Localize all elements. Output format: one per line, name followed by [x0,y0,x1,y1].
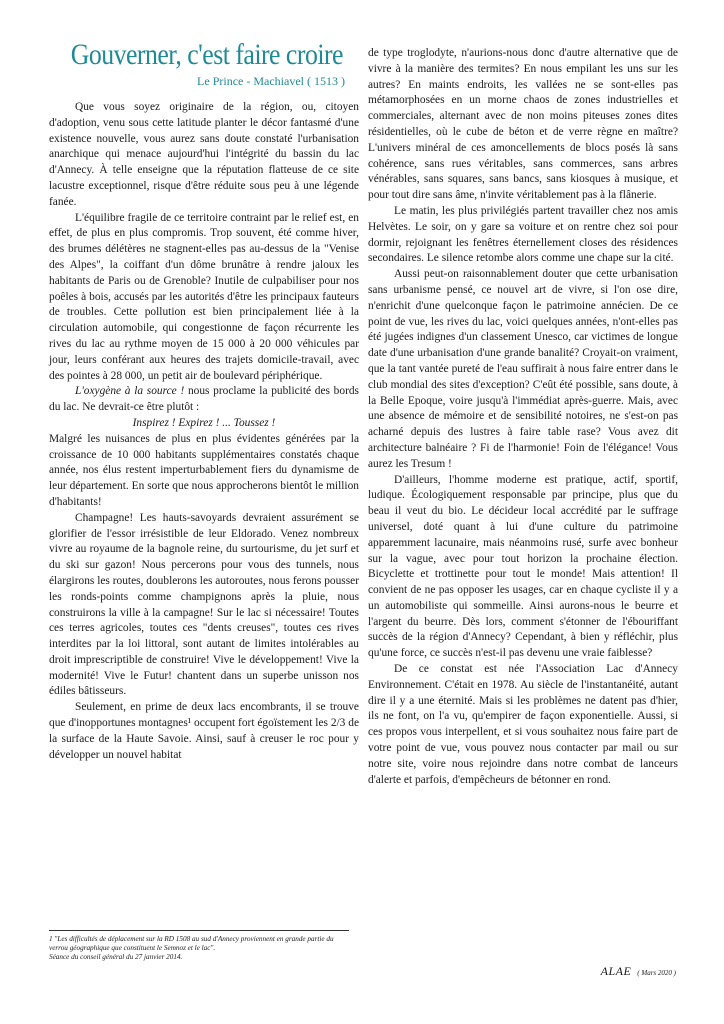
left-column [49,38,359,763]
slogan-parody: Inspirez ! Expirez ! ... Toussez ! [132,416,276,429]
signature [601,962,676,980]
right-column [368,46,678,788]
paragraph [49,384,359,416]
paragraph: Le matin, les plus privilégiés partent travailler chez nos amis Helvètes. Le soir, on y gare sa voiture et on rentre chez soi pour dormir, rejoignant les fenêtres éternellement closes des résidences secondaires. Le silence retombe alors comme une chape sur la cité. [368,204,678,265]
paragraph: Malgré les nuisances de plus en plus évidentes générées par la croissance de 10 000 habitants supplémentaires constatés chaque année, nos élus restent imperturbablement fiers du dynamisme de leur département. En sorte que nous approcherons bientôt le million d'habitants! [49,432,359,508]
paragraph: Que vous soyez originaire de la région, ou, citoyen d'adoption, venu sous cette latitude planter le décor fantasmé d'une existence nouvelle, vous aurez sans doute constaté l'urbanisation anarchique qui menace aujourd'hui l'intégrité du bassin du lac d'Annecy. À telle enseigne que la réputation flatteuse de ce site lacustre exceptionnel, risque d'être réduite sous peu à une légende fanée. [49,101,359,208]
paragraph: Aussi peut-on raisonnablement douter que cette urbanisation sans urbanisme pensé, ce nouvel art de vivre, si l'on ose dire, n'enrichit d'une quelconque façon le patrimoine annécien. De ce point de vue, les rives du lac, voici quelques années, n'ont-elles pas été jugées indignes d'un classement Unesco, car victimes de longue date d'une urbanisation d'une grande banalité? Croyait-on vraiment, que la tant vantée pureté de l'eau suffirait à nous faire entrer dans le club mondial des sites d'exception? C'eût été possible, sans doute, à la Belle Epoque, voire jusqu'à l'immédiat après-guerre. Mais, avec une absence de mémoire et de sensibilité notoires, ne s'est-on pas acharné depuis des lustres à faire table rase? Vous avez dit architecture balnéaire ? Fi de l'harmonie! Foin de l'élégance! Vous aurez les Tresum ! [368,268,678,470]
article-title: Gouverner, c'est faire croire [70,38,343,71]
signature-date: ( Mars 2020 ) [637,969,676,977]
footnotes [49,930,349,962]
paragraph: Seulement, en prime de deux lacs encombrants, il se trouve que d'inopportunes montagnes¹ occupent fort égoïstement les 2/3 de la surface de la Haute Savoie. Ainsi, sauf à creuser le roc pour y développer un nouvel habitat [49,701,359,761]
paragraph: Champagne! Les hauts-savoyards devraient assurément se glorifier de l'essor irrésistible de leur Eldorado. Venez nombreux vivre au royaume de la bagnole reine, du surtourisme, du jet surf et du ski sur gazon! Nous percerons pour vous des tunnels, nous élargirons les routes, doublerons les autoroutes, nous ferons pousser les ronds-points comme champignons après la pluie, nous construirons la ville à la campagne! Sur le lac si nécessaire! Toutes ces terres agricoles, toutes ces "dents creuses", toutes ces rives interdites par la loi littoral, sont autant de limites intolérables au droit imprescriptible de construire! Vive le développement! Vive la modernité! Vive le Futur! chantent dans un superbe unisson nos édiles bâtisseurs. [49,511,359,698]
signature-name: ALAE [600,964,632,978]
paragraph: de type troglodyte, n'aurions-nous donc d'autre alternative que de vivre à la manière des termites? En nous empilant les uns sur les autres? En maints endroits, les vallées ne se sont-elles pas métamorphosées en un morne chaos de zones industrielles et commerciales, alternant avec de non moins piteuses zones dites résidentielles, où le cube de béton et de verre règne en maître? L'univers minéral de ces amoncellements de blocs posés là sans cohérence, sans rues véritables, sans commerces, sans arbres vénérables, sans squares, sans bancs, sans kiosques à musique, et pour tout dire sans âme, n'invite véritablement pas à la flânerie. [368,47,678,202]
footnote-1: 1 "Les difficultés de déplacement sur la RD 1508 au sud d'Annecy proviennent en grande partie du verrou géographique que constituent le Semnoz et le lac". [49,935,334,952]
paragraph: De ce constat est née l'Association Lac d'Annecy Environnement. C'était en 1978. Au siècle de l'instantanéité, autant dire il y a une éternité. Mais si les problèmes ne datent pas d'hier, ils ne font, on l'a vu, qu'empirer de façon exponentielle. Aussi, si ces propos vous interpellent, et si vous souhaitez nous faire part de votre point de vue, vous pouvez nous contacter par mail ou sur notre site, voire nous rejoindre dans notre combat de lanceurs d'alerte et parfois, d'empêcheurs de bétonner en rond. [368,663,678,786]
paragraph: D'ailleurs, l'homme moderne est pratique, actif, sportif, ludique. Écologiquement responsable par principe, plus que du beau il veut du bio. Le décideur local accrédité par le suffrage universel, doté quant à lui d'une culture du patrimoine apparemment lacunaire, mais néanmoins rusé, surfe avec bonheur sur la vague, avec pour tout horizon la prochaine élection. Bicyclette et trottinette pour tout le monde! Mais attention! Il convient de ne pas opposer les usages, car en chaque cycliste il y a un automobiliste qui sommeille. Ainsi aurons-nous le beurre et l'argent du beurre. Dès lors, comment s'étonner de l'ébouriffant succès de la région d'Annecy? Cependant, à bien y réfléchir, plus qu'une force, ce succès n'est-il pas devenu une vraie faiblesse? [368,473,678,660]
slogan-text: L'oxygène à la source ! [75,385,185,398]
paragraph: L'équilibre fragile de ce territoire contraint par le relief est, en effet, de plus en plus compromis. Trop souvent, été comme hiver, des brumes délétères ne stagnent-elles pas au-dessus de la "Venise des Alpes", la coiffant d'un dôme brunâtre à rendre jaloux les habitants de Paris ou de Grenoble? Inutile de culpabiliser pour nos poêles à bois, accusés par les autorités d'être les principaux fauteurs de troubles. Cette pollution est bien principalement liée à la circulation automobile, qui congestionne de façon récurrente les rives du lac au rythme moyen de 15 000 à 20 000 véhicules par jour, leurs conférant aux heures des trajets domicile-travail, avec des pointes à 28 000, un petit air de boulevard périphérique. [49,211,359,382]
article-subtitle: Le Prince - Machiavel ( 1513 ) [197,74,345,88]
footnote-source: Séance du conseil général du 27 janvier 2014. [49,953,183,961]
paragraph-text: nous proclame la publicité des bords du lac. Ne devrait-ce être plutôt : [49,385,359,414]
